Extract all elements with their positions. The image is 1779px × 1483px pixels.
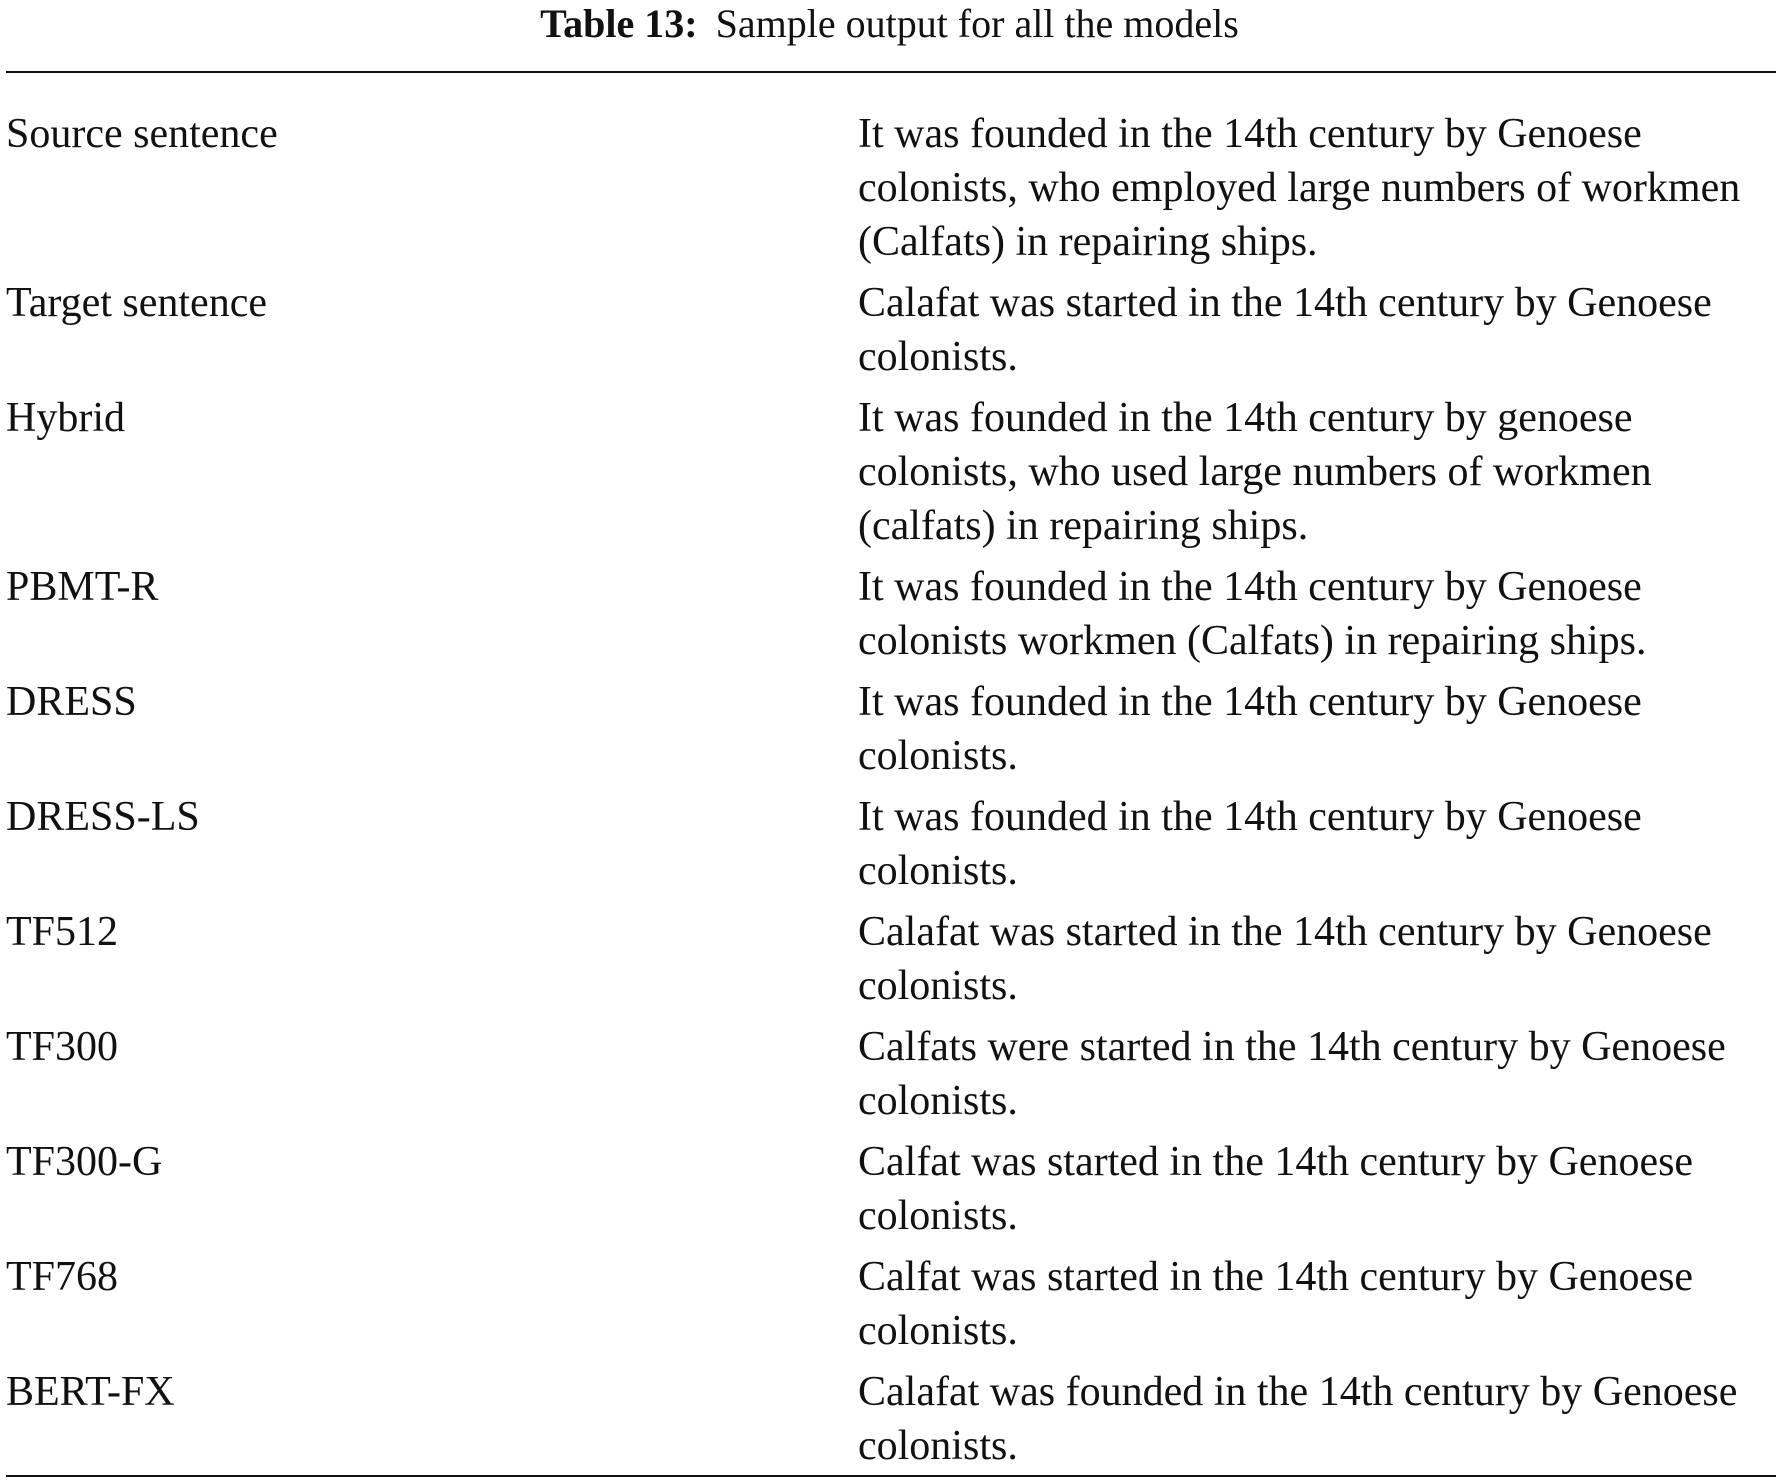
- row-output: It was founded in the 14th century by Genoese colonists.: [858, 794, 1642, 894]
- row-output: It was founded in the 14th century by Genoese colonists.: [858, 679, 1642, 779]
- table-row: [0, 560, 1779, 668]
- table-row: [0, 1020, 1779, 1128]
- table-row: [0, 1250, 1779, 1358]
- table-number: Table 13:: [540, 1, 698, 46]
- row-output: Calafat was started in the 14th century by Genoese colonists.: [858, 280, 1712, 380]
- row-output: It was founded in the 14th century by Genoese colonists, who employed large numbers of workmen (Calfats) in repairing ships.: [858, 111, 1741, 265]
- row-label: TF512: [6, 909, 119, 955]
- row-label: TF768: [6, 1254, 119, 1300]
- row-label: TF300-G: [6, 1139, 163, 1185]
- row-output: It was founded in the 14th century by Genoese colonists workmen (Calfats) in repairing ships.: [858, 564, 1647, 664]
- table-row: [0, 675, 1779, 783]
- sample-output-table: [0, 0, 1779, 66]
- table-caption-text: Sample output for all the models: [715, 1, 1239, 46]
- row-output: It was founded in the 14th century by genoese colonists, who used large numbers of workmen (calfats) in repairing ships.: [858, 395, 1652, 549]
- row-label: DRESS-LS: [6, 794, 200, 840]
- table-row: [0, 391, 1779, 553]
- row-label: BERT-FX: [6, 1369, 175, 1415]
- row-label: Source sentence: [6, 111, 278, 157]
- table-caption: [0, 0, 1779, 66]
- table-row: [0, 276, 1779, 384]
- table-row: [0, 1135, 1779, 1243]
- row-label: PBMT-R: [6, 564, 159, 610]
- table-row: [0, 905, 1779, 1013]
- row-label: Target sentence: [6, 280, 267, 326]
- row-label: DRESS: [6, 679, 137, 725]
- table-bottom-rule: [6, 1475, 1776, 1477]
- row-output: Calafat was started in the 14th century by Genoese colonists.: [858, 909, 1712, 1009]
- table-row: [0, 790, 1779, 898]
- row-output: Calfat was started in the 14th century by Genoese colonists.: [858, 1254, 1694, 1354]
- row-output: Calfat was started in the 14th century by Genoese colonists.: [858, 1139, 1694, 1239]
- row-output: Calfats were started in the 14th century by Genoese colonists.: [858, 1024, 1726, 1124]
- row-label: TF300: [6, 1024, 119, 1070]
- table-body: [0, 107, 1779, 1480]
- table-top-rule: [6, 71, 1776, 73]
- table-row: [0, 107, 1779, 269]
- row-label: Hybrid: [6, 395, 125, 441]
- table-row: [0, 1365, 1779, 1473]
- row-output: Calafat was founded in the 14th century by Genoese colonists.: [858, 1369, 1738, 1469]
